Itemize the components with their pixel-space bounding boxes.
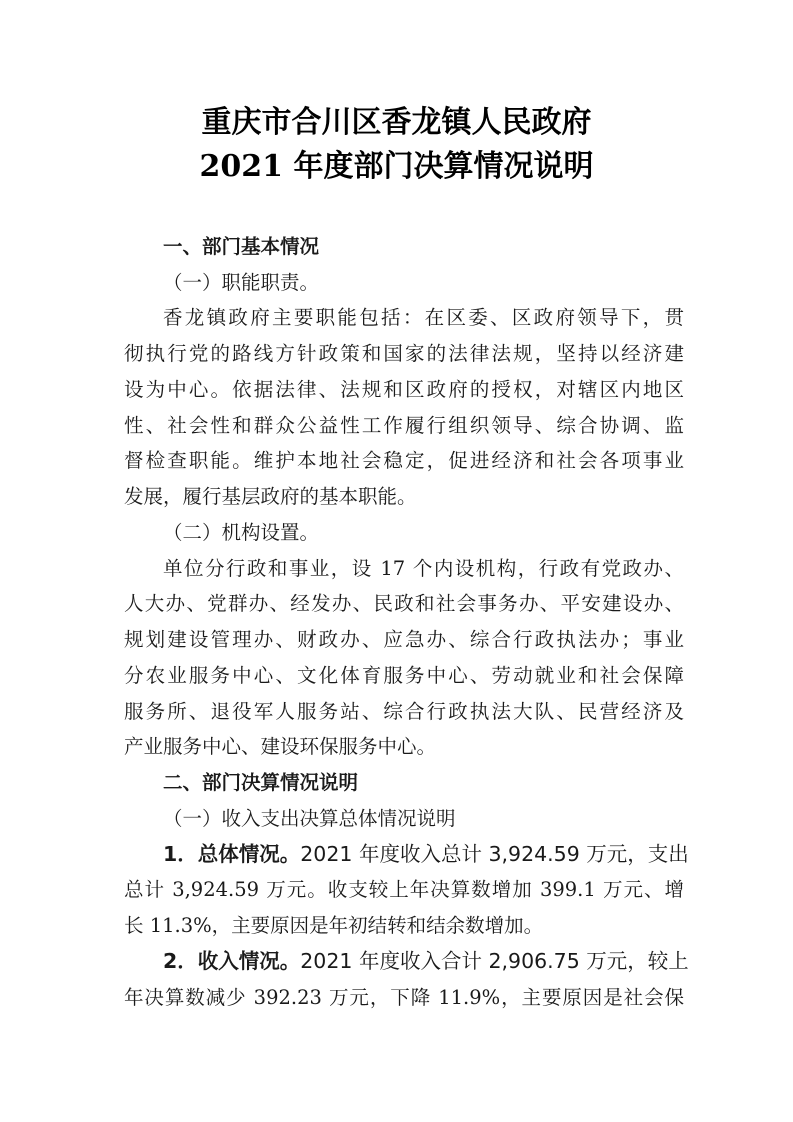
sub2-heading: （二）机构设置。: [163, 521, 320, 544]
item1-text: 2021 年度收入总计 3,924.59 万元，支出: [300, 842, 689, 866]
para1-line: 香龙镇政府主要职能包括：在区委、区政府领导下，贯: [163, 306, 684, 329]
sub3-heading: （一）收入支出决算总体情况说明: [163, 807, 456, 830]
item1-lead: 1．总体情况。: [163, 842, 301, 866]
para1-line: 性、社会性和群众公益性工作履行组织领导、综合协调、监: [124, 414, 684, 437]
item1-line: 总计 3,924.59 万元。收支较上年决算数增加 399.1 万元、增: [124, 878, 684, 901]
para2-line: 服务所、退役军人服务站、综合行政执法大队、民营经济及: [124, 700, 684, 723]
item2-line: 年决算数减少 392.23 万元，下降 11.9%，主要原因是社会保: [124, 986, 684, 1009]
para1-line: 发展，履行基层政府的基本职能。: [124, 485, 417, 508]
item1-line: 长 11.3%，主要原因是年初结转和结余数增加。: [124, 914, 544, 937]
item2-lead: 2．收入情况。: [163, 949, 301, 973]
document-title-line2: 2021 年度部门决算情况说明: [199, 149, 594, 184]
item1-first-line: [163, 841, 689, 868]
section2-heading: 二、部门决算情况说明: [163, 771, 359, 794]
para1-line: 设为中心。依据法律、法规和区政府的授权，对辖区内地区: [124, 378, 684, 401]
para2-line: 分农业服务中心、文化体育服务中心、劳动就业和社会保障: [124, 664, 684, 687]
para2-line: 产业服务中心、建设环保服务中心。: [124, 735, 437, 758]
sub1-heading: （一）职能职责。: [163, 271, 320, 294]
para1-line: 彻执行党的路线方针政策和国家的法律法规，坚持以经济建: [124, 342, 684, 365]
para2-line: 单位分行政和事业，设 17 个内设机构，行政有党政办、: [163, 557, 684, 580]
item2-text: 2021 年度收入合计 2,906.75 万元，较上: [300, 949, 689, 973]
document-title-line1: 重庆市合川区香龙镇人民政府: [201, 105, 592, 140]
item2-first-line: [163, 948, 689, 975]
para1-line: 督检查职能。维护本地社会稳定，促进经济和社会各项事业: [124, 449, 684, 472]
section1-heading: 一、部门基本情况: [163, 235, 320, 258]
para2-line: 人大办、党群办、经发办、民政和社会事务办、平安建设办、: [124, 592, 684, 615]
para2-line: 规划建设管理办、财政办、应急办、综合行政执法办；事业: [124, 628, 684, 651]
